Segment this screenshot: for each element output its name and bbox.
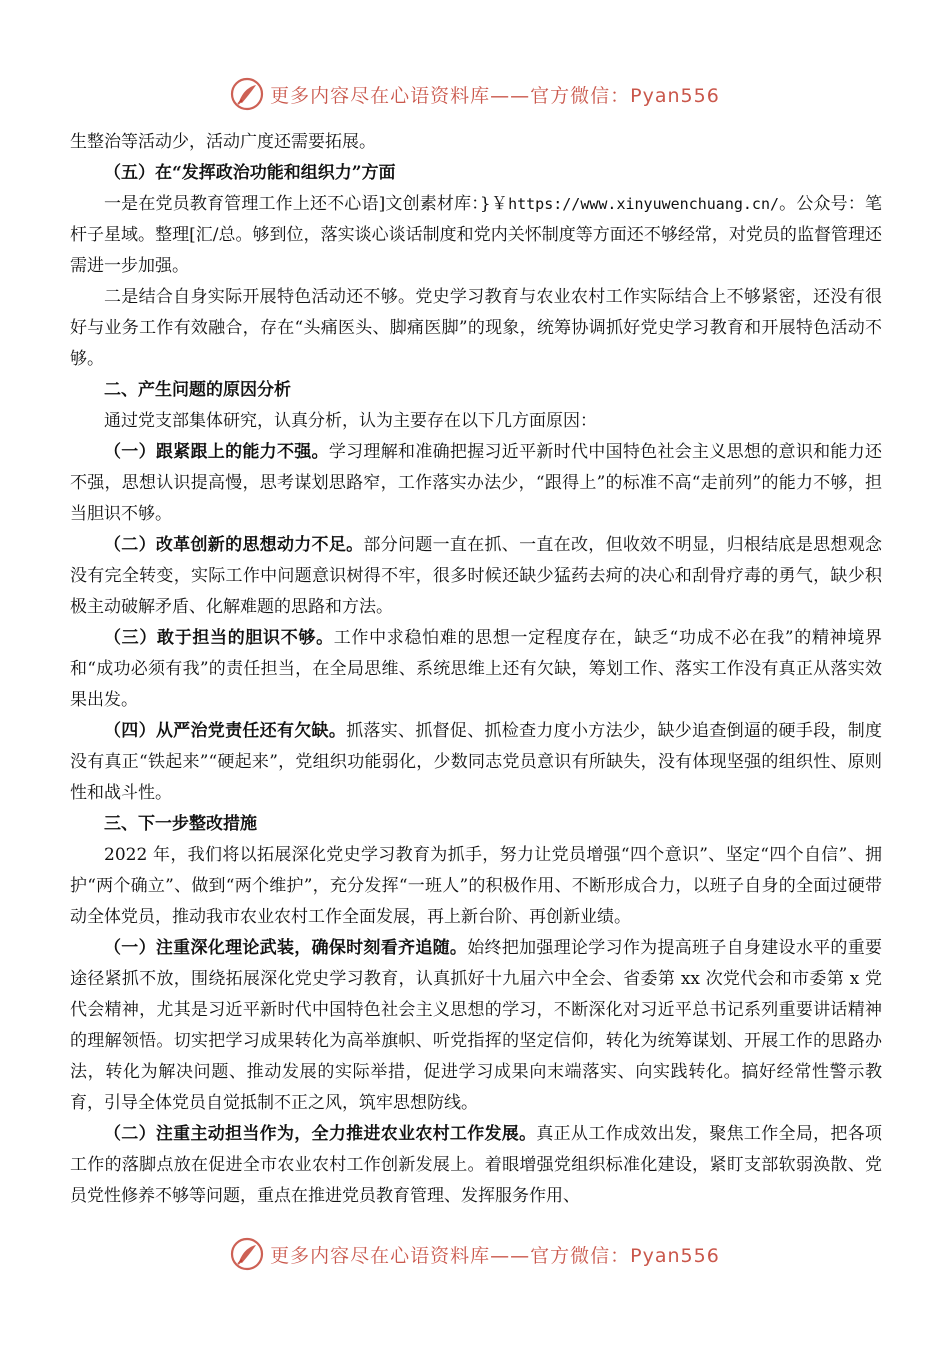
watermark-banner-top [0,74,950,114]
paragraph-text: 真正从工作成效出发，聚焦工作全局，把各项工作的落脚点放在促进全市农业农村工作创新发展上。着眼增强党组织标准化建设，紧盯支部软弱涣散、党员党性修养不够等问题，重点在推进党员教育管理、发挥服务作用、 [70,1124,883,1206]
measure-heading: （一）注重深化理论武装，确保时刻看齐追随。 [104,938,468,958]
paragraph [70,530,882,623]
paragraph-text: 一是在党员教育管理工作上还不心语]文创素材库：}￥ [104,194,509,214]
paragraph: 2022 年，我们将以拓展深化党史学习教育为抓手，努力让党员增强“四个意识”、坚定“四个自信”、拥护“两个确立”、做到“两个维护”，充分发挥“一班人”的积极作用、不断形成合力，以班子自身的全面过硬带动全体党员，推动我市农业农村工作全面发展，再上新台阶、再创新业绩。 [70,845,882,927]
paragraph [70,437,882,530]
measure-heading: （二）注重主动担当作为，全力推进农业农村工作发展。 [104,1124,537,1144]
url-text: https://www.xinyuwenchuang.cn/ [508,195,780,213]
paragraph-text: 部分问题一直在抓、一直在改，但收效不明显，归根结底是思想观念没有完全转变，实际工作中问题意识树得不牢，很多时候还缺少猛药去疴的决心和刮骨疗毒的勇气，缺少积极主动破解矛盾、化解难题的思路和方法。 [70,535,883,617]
section-heading: 三、下一步整改措施 [104,814,257,834]
paragraph-text: 学习理解和准确把握习近平新时代中国特色社会主义思想的意识和能力还不强，思想认识提高慢，思考谋划思路窄，工作落实办法少，“跟得上”的标准不高“走前列”的能力不够，担当胆识不够。 [70,442,883,524]
paragraph [70,716,882,809]
paragraph-text: 。公众号：笔杆子星域。整理[汇/总。够到位，落实谈心谈话制度和党内关怀制度等方面还不够经常，对党员的监督管理还需进一步加强。 [70,194,883,276]
brush-logo-icon [230,1237,264,1271]
section-heading: （五）在“发挥政治功能和组织力”方面 [104,163,396,183]
paragraph [70,1119,882,1212]
paragraph: 通过党支部集体研究，认真分析，认为主要存在以下几方面原因： [104,411,597,431]
paragraph-text: 抓落实、抓督促、抓检查力度小方法少，缺少追查倒逼的硬手段，制度没有真正“铁起来”“硬起来”，党组织功能弱化，少数同志党员意识有所缺失，没有体现坚强的组织性、原则性和战斗性。 [70,721,883,803]
watermark-banner-bottom [0,1234,950,1274]
paragraph-text: 始终把加强理论学习作为提高班子自身建设水平的重要途径紧抓不放，围绕拓展深化党史学习教育，认真抓好十九届六中全会、省委第 xx 次党代会和市委第 x 党代会精神，尤其是习近平新时代中国特色社会主义思想的学习，不断深化对习近平总书记系列重要讲话精神的理解领悟。切实把学习成果转化为高举旗帜、听党指挥的坚定信仰，转化为统筹谋划、开展工作的思路办法，转化为解决问题、推动发展的实际举措，促进学习成果向末端落实、向实践转化。搞好经常性警示教育，引导全体党员自觉抵制不正之风，筑牢思想防线。 [70,938,883,1113]
watermark-text: 更多内容尽在心语资料库——官方微信：Pyan556 [270,1244,720,1267]
watermark-text: 更多内容尽在心语资料库——官方微信：Pyan556 [270,84,720,107]
paragraph: 生整治等活动少，活动广度还需要拓展。 [70,132,376,152]
reason-heading: （四）从严治党责任还有欠缺。 [104,721,347,741]
section-heading: 二、产生问题的原因分析 [104,380,291,400]
reason-heading: （一）跟紧跟上的能力不强。 [104,442,329,462]
brush-logo-icon [230,77,264,111]
reason-heading: （二）改革创新的思想动力不足。 [104,535,364,555]
paragraph [70,933,882,1119]
reason-heading: （三）敢于担当的胆识不够。 [104,628,334,648]
paragraph [70,623,882,716]
paragraph-text: 工作中求稳怕难的思想一定程度存在，缺乏“功成不必在我”的精神境界和“成功必须有我”的责任担当，在全局思维、系统思维上还有欠缺，筹划工作、落实工作没有真正从落实效果出发。 [70,628,882,710]
paragraph: 二是结合自身实际开展特色活动还不够。党史学习教育与农业农村工作实际结合上不够紧密，还没有很好与业务工作有效融合，存在“头痛医头、脚痛医脚”的现象，统筹协调抓好党史学习教育和开展特色活动不够。 [70,287,882,369]
document-body [70,127,882,1212]
paragraph [70,189,882,282]
